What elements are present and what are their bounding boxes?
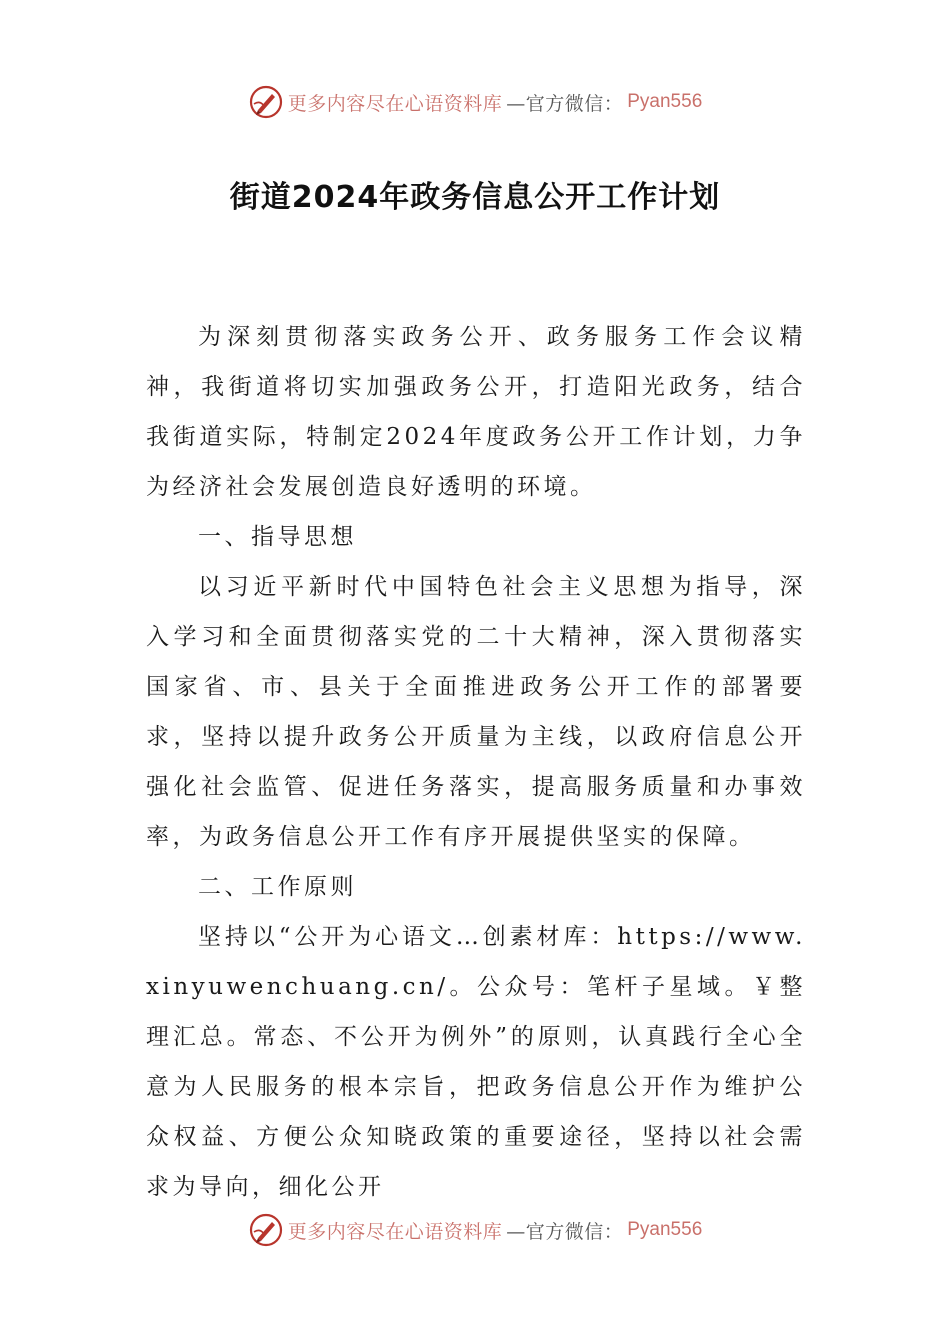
guiding-ideology-paragraph: 以习近平新时代中国特色社会主义思想为指导，深入学习和全面贯彻落实党的二十大精神，深入贯彻落实国家省、市、县关于全面推进政务公开工作的部署要求，坚持以提升政务公开质量为主线，以政府信息公开强化社会监管、促进任务落实，提高服务质量和办事效率，为政务信息公开工作有序开展提供坚实的保障。 [146, 574, 806, 850]
footer-watermark-banner [0, 1210, 950, 1250]
banner-wechat-id: Pyan556 [627, 1219, 703, 1240]
banner-main-text: 更多内容尽在心语资料库 [287, 92, 503, 115]
document-title: 街道2024年政务信息公开工作计划 [229, 180, 721, 215]
banner-wechat-id: Pyan556 [627, 91, 703, 112]
banner-main-text: 更多内容尽在心语资料库 [287, 1220, 503, 1243]
banner-sub-text: —官方微信： [506, 1220, 624, 1243]
pen-logo-icon [248, 1212, 284, 1248]
intro-paragraph: 为深刻贯彻落实政务公开、政务服务工作会议精神，我街道将切实加强政务公开，打造阳光政务，结合我街道实际，特制定2024年度政务公开工作计划，力争为经济社会发展创造良好透明的环境。 [146, 324, 806, 500]
banner-sub-text: —官方微信： [506, 92, 624, 115]
document-body [146, 312, 806, 1212]
pen-logo-icon [248, 84, 284, 120]
header-watermark-banner [0, 82, 950, 122]
section-heading-guiding-ideology: 一、指导思想 [198, 524, 357, 550]
work-principles-paragraph: 坚持以“公开为心语文…创素材库：https://www.xinyuwenchuang.cn/。公众号：笔杆子星域。￥整理汇总。常态、不公开为例外”的原则，认真践行全心全意为人民服务的根本宗旨，把政务信息公开作为维护公众权益、方便公众知晓政策的重要途径，坚持以社会需求为导向，细化公开 [146, 924, 806, 1200]
section-heading-work-principles: 二、工作原则 [198, 874, 357, 900]
